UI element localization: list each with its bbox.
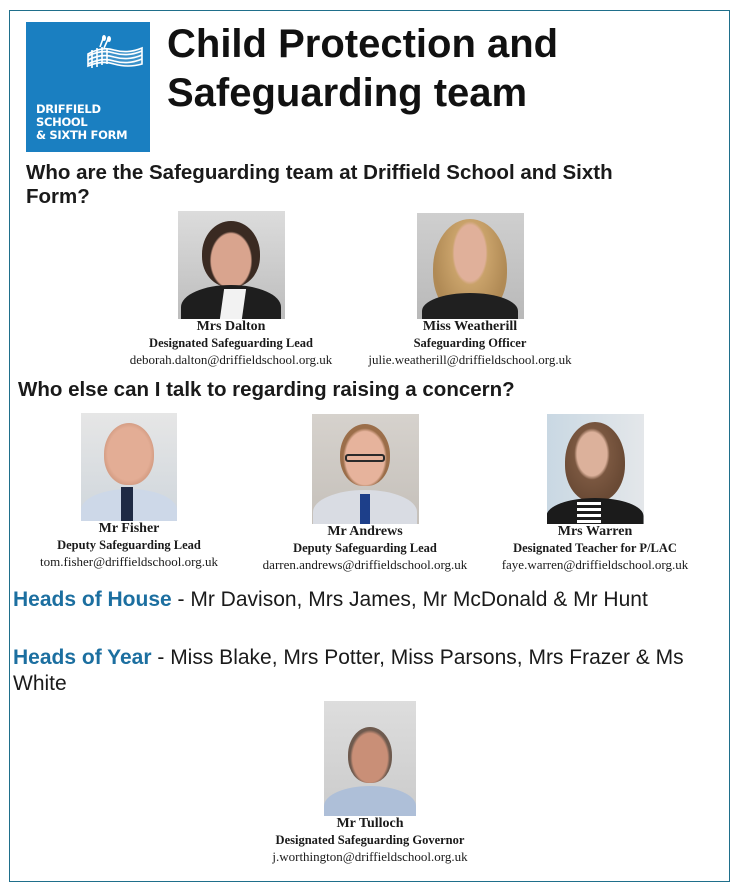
other-contacts-heading: Who else can I talk to regarding raising a concern? <box>18 378 515 401</box>
photo-warren <box>547 414 644 524</box>
logo-line-2: SCHOOL <box>36 115 88 129</box>
photo-tulloch <box>324 701 416 816</box>
contact-role: Safeguarding Officer <box>413 336 527 350</box>
contact-name: Mr Fisher <box>98 521 160 536</box>
photo-weatherill <box>417 213 524 319</box>
contact-email[interactable]: julie.weatherill@driffieldschool.org.uk <box>368 352 572 367</box>
contact-email[interactable]: j.worthington@driffieldschool.org.uk <box>272 849 468 864</box>
logo-line-3: & SIXTH FORM <box>36 128 128 142</box>
title-line-2: Safeguarding team <box>167 71 528 115</box>
contact-card-fisher <box>22 413 236 571</box>
school-logo <box>26 22 150 152</box>
contact-email[interactable]: darren.andrews@driffieldschool.org.uk <box>262 557 468 572</box>
photo-andrews <box>312 414 419 524</box>
contact-name: Mr Andrews <box>327 524 403 539</box>
contact-role: Designated Safeguarding Lead <box>149 336 313 350</box>
contact-name: Miss Weatherill <box>422 319 518 334</box>
contact-name: Mrs Warren <box>557 524 633 539</box>
contact-email[interactable]: tom.fisher@driffieldschool.org.uk <box>40 554 218 569</box>
contact-role: Designated Teacher for P/LAC <box>513 541 677 555</box>
logo-line-1: DRIFFIELD <box>36 102 101 116</box>
contact-name: Mr Tulloch <box>336 816 404 831</box>
page-title <box>167 20 558 118</box>
contact-card-tulloch <box>240 701 500 866</box>
heads-of-house <box>13 587 648 613</box>
contact-card-dalton <box>100 211 362 369</box>
heads-of-house-names: - Mr Davison, Mrs James, Mr McDonald & Mr Hunt <box>171 588 648 611</box>
contact-role: Deputy Safeguarding Lead <box>57 538 201 552</box>
school-name <box>36 103 127 142</box>
safeguarding-team-heading: Who are the Safeguarding team at Driffield School and Sixth Form? <box>26 161 613 208</box>
contact-card-andrews <box>250 414 480 574</box>
photo-dalton <box>178 211 285 319</box>
heads-of-year-names: - Miss Blake, Mrs Potter, Miss Parsons, Mrs Frazer & Ms White <box>13 646 684 695</box>
school-building-icon <box>84 34 144 72</box>
contact-card-weatherill <box>350 213 590 369</box>
contact-card-warren <box>480 414 710 574</box>
heads-of-year-label: Heads of Year <box>13 646 152 669</box>
contact-role: Designated Safeguarding Governor <box>275 833 465 847</box>
title-line-1: Child Protection and <box>167 22 559 66</box>
contact-role: Deputy Safeguarding Lead <box>293 541 437 555</box>
photo-fisher <box>81 413 177 521</box>
heads-of-year <box>13 645 728 697</box>
heads-of-house-label: Heads of House <box>13 588 172 611</box>
contact-email[interactable]: faye.warren@driffieldschool.org.uk <box>501 557 689 572</box>
contact-email[interactable]: deborah.dalton@driffieldschool.org.uk <box>129 352 333 367</box>
contact-name: Mrs Dalton <box>196 319 266 334</box>
